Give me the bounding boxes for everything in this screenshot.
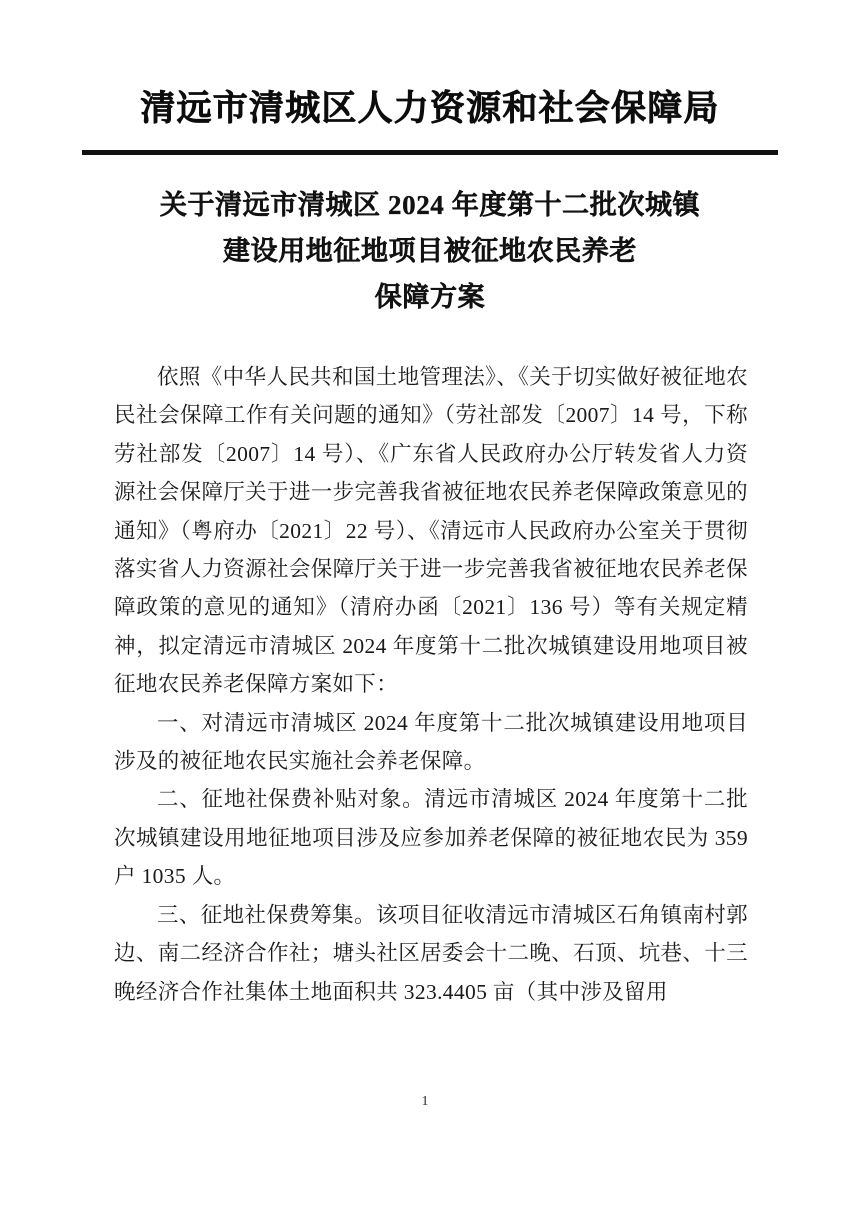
document-title-line-3: 保障方案 xyxy=(374,282,486,312)
document-title xyxy=(95,182,765,320)
document-body xyxy=(114,358,748,1011)
body-paragraph-article-two: 二、征地社保费补贴对象。清远市清城区 2024 年度第十二批次城镇建设用地征地项目涉及应参加养老保障的被征地农民为 359 户 1035 人。 xyxy=(114,787,748,889)
document-title-line-1: 关于清远市清城区 2024 年度第十二批次城镇 xyxy=(159,190,701,220)
masthead xyxy=(82,88,778,129)
body-paragraph-article-one: 一、对清远市清城区 2024 年度第十二批次城镇建设用地项目涉及的被征地农民实施社会养老保障。 xyxy=(114,710,748,774)
body-paragraph-article-three: 三、征地社保费筹集。该项目征收清远市清城区石角镇南村郭边、南二经济合作社；塘头社区居委会十二晚、石顶、坑巷、十三晚经济合作社集体土地面积共 323.4405 亩（其中涉及留用 xyxy=(114,902,748,1004)
document-title-line-2: 建设用地征地项目被征地农民养老 xyxy=(223,236,637,266)
masthead-divider-rule xyxy=(82,150,778,155)
body-paragraph-preamble: 依照《中华人民共和国土地管理法》、《关于切实做好被征地农民社会保障工作有关问题的通知》（劳社部发〔2007〕14 号，下称劳社部发〔2007〕14 号）、《广东省人民政府办公厅转发省人力资源社会保障厅关于进一步完善我省被征地农民养老保障政策意见的通知》（粤府办〔2021〕22 号）、《清远市人民政府办公室关于贯彻落实省人力资源社会保障厅关于进一步完善我省被征地农民养老保障政策的意见的通知》（清府办函〔2021〕136 号）等有关规定精神，拟定清远市清城区 2024 年度第十二批次城镇建设用地项目被征地农民养老保障方案如下： xyxy=(114,365,748,697)
issuing-organization: 清远市清城区人力资源和社会保障局 xyxy=(140,89,720,128)
page-number: 1 xyxy=(421,1094,429,1109)
